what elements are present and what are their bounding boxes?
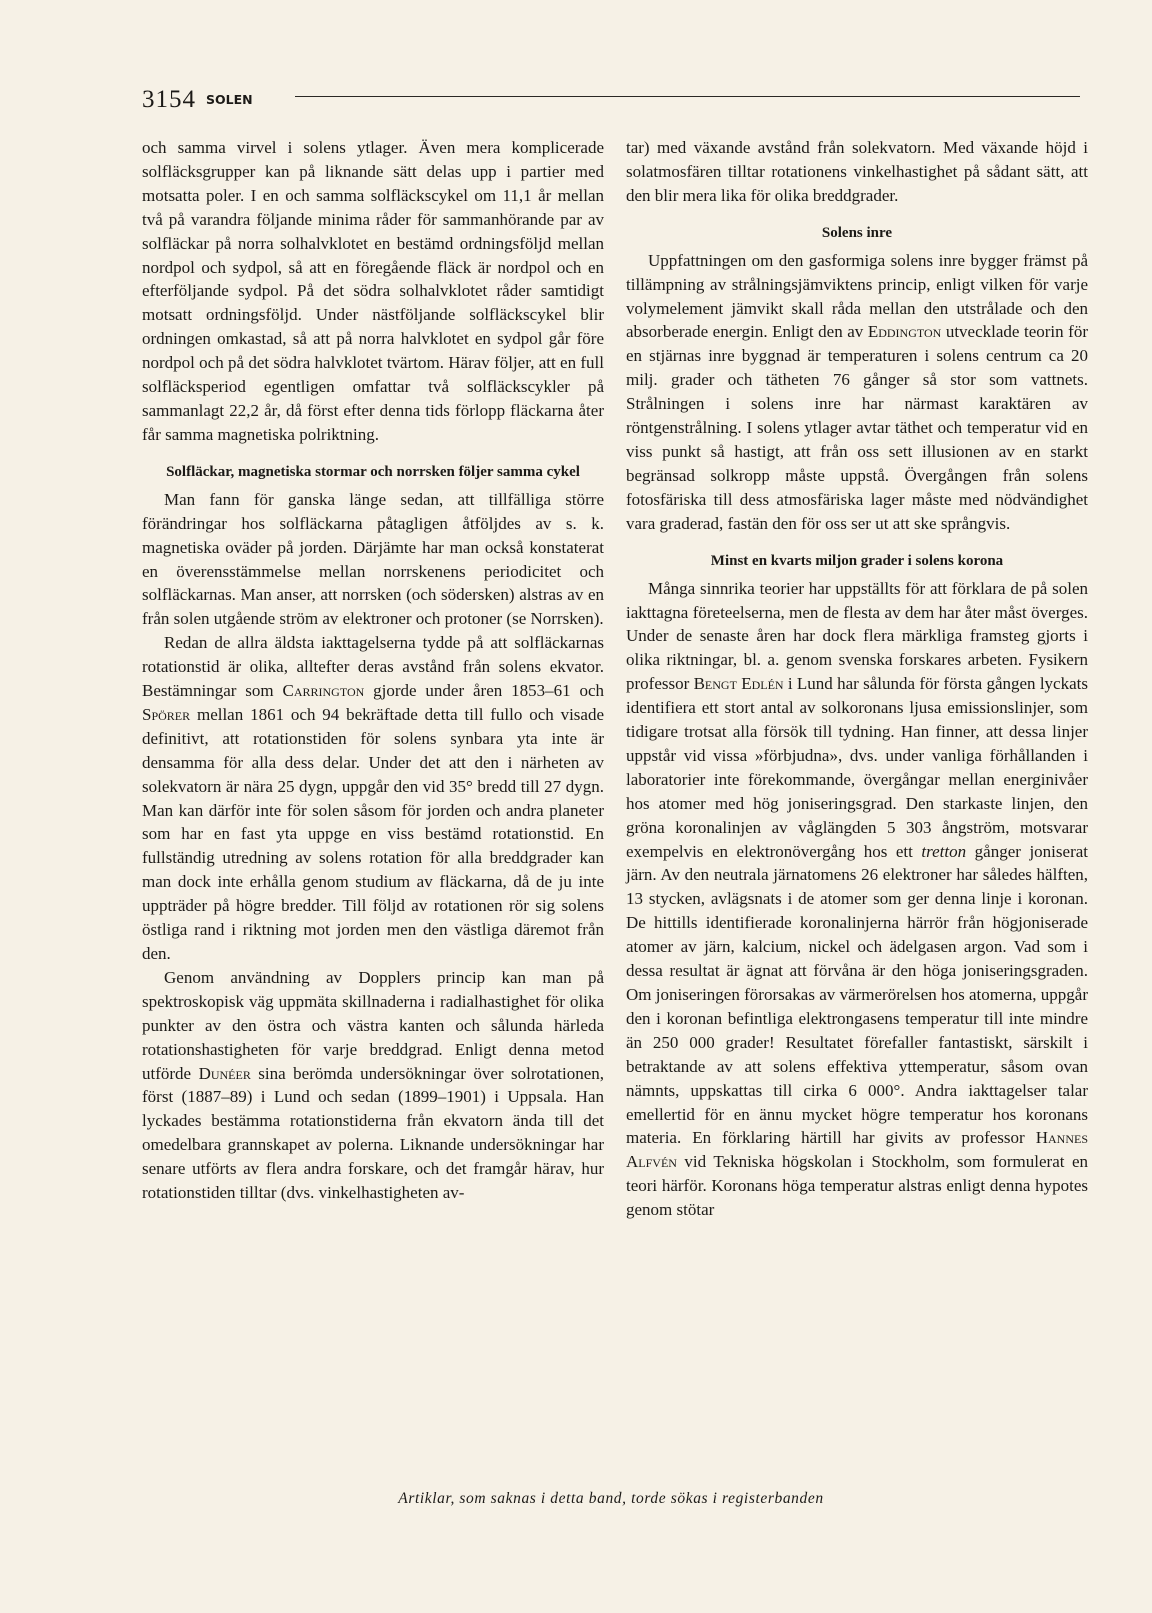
footer-note: Artiklar, som saknas i detta band, torde sökas i registerbanden [398,1490,824,1507]
paragraph: Uppfattningen om den gasformiga solens inre bygger främst på tillämpning av strålningsjämviktens princip, enligt vilken för varje volymelement jämvikt skall råda mellan den utstrålade och den absorberade energin. Enligt den av Eddington utvecklade teorin för en stjärnas inre byggnad är temperaturen i solens centrum ca 20 milj. grader och tätheten 76 gånger så stor som vattnets. Strålningen i solens inre har närmast karaktären av röntgenstrålning. I solens ytlager avtar täthet och temperatur vid en viss punkt så hastigt, att från oss sett illusionen av en starkt begränsad solkropp måste uppstå. Övergången från solens fotosfäriska till dess atmosfäriska lager måste med nödvändighet vara graderad, fastän den för oss ser ut att ske språngvis. [626,250,1088,533]
paragraph: tar) med växande avstånd från solekvatorn. Med växande höjd i solatmosfären tilltar rotationens vinkelhastighet på sådant sätt, att den blir mera lika för olika breddgrader. [626,138,1088,205]
page-number: 3154 [142,86,196,113]
paragraph: Genom användning av Dopplers princip kan man på spektroskopisk väg uppmäta skillnaderna i radialhastighet för olika punkter av den östra och västra kanten och sålunda härleda rotationshastigheten för varje breddgrad. Enligt denna metod utförde Dunéer sina berömda undersökningar över solrotationen, först (1887–89) i Lund och sedan (1899–1901) i Uppsala. Han lyckades bestämma rotationstiderna från ekvatorn ända till det omedelbara grannskapet av polerna. Liknande undersökningar har senare utförts av flera andra forskare, och det framgår härav, hur rotationstiden tilltar (dvs. vinkelhastigheten av- [142,967,605,1203]
section-title: SOLEN [206,92,253,107]
section-heading: Solfläckar, magnetiska stormar och norrsken följer samma cykel [166,463,580,480]
paragraph: Redan de allra äldsta iakttagelserna tydde på att solfläckarnas rotationstid är olika, alltefter deras avstånd från solens ekvator. Bestämningar som Carrington gjorde under åren 1853–61 och Spörer mellan 1861 och 94 bekräftade detta till fullo och visade definitivt, att rotationstiden för solens synbara yta inte är densamma för alla dess delar. Under det att den i närheten av solekvatorn är nära 25 dygn, uppgår den vid 35° bredd till 27 dygn. Man kan därför inte för solen såsom för jorden och andra planeter som har en fast yta uppge en viss bestämd rotationstid. En fullständig utredning av solens rotation för alla breddgrader kan man dock inte erhålla genom studium av fläckarna, då de ju inte uppträder på högre bredder. Till följd av rotationen rör sig solens östliga rand i riktning mot jorden men den västliga däremot från den. [142,633,605,963]
paragraph: och samma virvel i solens ytlager. Även mera komplicerade solfläcksgrupper kan på liknande sätt delas upp i partier med motsatta poler. I en och samma solfläckscykel om 11,1 år mellan två på varandra följande minima råder för sammanhörande par av solfläckar på norra solhalvklotet en bestämd ordningsföljd mellan nordpol och sydpol, så att en föregående fläck är nordpol och en efterföljande sydpol. På det södra solhalvklotet råder samtidigt motsatt ordningsföljd. Under nästföljande solfläckscykel blir ordningen omkastad, så att på norra halvklotet en sydpol går före nordpol och på det södra halvklotet tvärtom. Härav följer, att en full solfläcksperiod egentligen omfattar två solfläckscykler på sammanlagt 22,2 år, då först efter denna tids förlopp fläckarna åter får samma magnetiska polriktning. [142,138,604,444]
page-header [142,86,1080,118]
person-name: Bengt Edlén [693,674,784,694]
header-rule [295,96,1080,97]
section-heading: Minst en kvarts miljon grader i solens korona [710,552,1004,569]
person-name: Eddington [867,322,942,342]
right-column [626,136,1088,1222]
left-column [142,136,604,1205]
person-name: Carrington [282,681,365,701]
person-name: Hannes Alfvén [626,1128,1088,1172]
person-name: Spörer [142,704,191,724]
section-heading: Solens inre [821,224,893,241]
person-name: Dunéer [198,1063,251,1083]
paragraph: Man fann för ganska länge sedan, att tillfälliga större förändringar hos solfläckarna påtagligen åtföljdes av s. k. magnetiska oväder på jorden. Därjämte har man också konstaterat en överensstämmelse mellan norrskenens periodicitet och solfläckarnas. Man anser, att norrsken (och södersken) alstras av en från solen utgående ström av elektroner och protoner (se Norrsken). [142,489,604,629]
emphasis: tretton [921,841,967,861]
paragraph: Många sinnrika teorier har uppställts för att förklara de på solen iakttagna företeelserna, men de flesta av dem har åter måst överges. Under de senaste åren har dock flera märkliga framsteg gjorts i olika riktningar, bl. a. genom svenska forskares arbeten. Fysikern professor Bengt Edlén i Lund har sålunda för första gången lyckats identifiera ett stort antal av solkoronans ljusa emissionslinjer, som tidigare trotsat alla försök till tydning. Han finner, att dessa linjer uppstår vid vissa »förbjudna», dvs. under vanliga förhållanden i laboratorier inte förekommande, övergångar mellan energinivåer hos atomer med hög joniseringsgrad. Den starkaste linjen, den gröna koronalinjen av våglängden 5 303 ångström, motsvarar exempelvis en elektronövergång hos ett tretton gånger joniserat järn. Av den neutrala järnatomens 26 elektroner har således hälften, 13 stycken, avlägsnats i de atomer som ger denna linje i koronan. De hittills identifierade koronalinjerna härrör från högjoniserade atomer av järn, kalcium, nickel och ädelgasen argon. Vad som i dessa resultat är ägnat att förvåna är den höga joniseringsgraden. Om joniseringen förorsakas av värmerörelsen hos atomerna, uppgår den i koronan befintliga elektrongasens temperatur till inte mindre än 250 000 grader! Resultatet förefaller fantastiskt, särskilt i betraktande av att solens effektiva yttemperatur, såsom ovan nämnts, uppskattas till cirka 6 000°. Andra iakttagelser talar emellertid för en ännu mycket högre temperatur hos koronans materia. En förklaring härtill har givits av professor Hannes Alfvén vid Tekniska högskolan i Stockholm, som formulerat en teori härför. Koronans höga temperatur alstras enligt denna hypotes genom stötar [626,578,1088,1220]
